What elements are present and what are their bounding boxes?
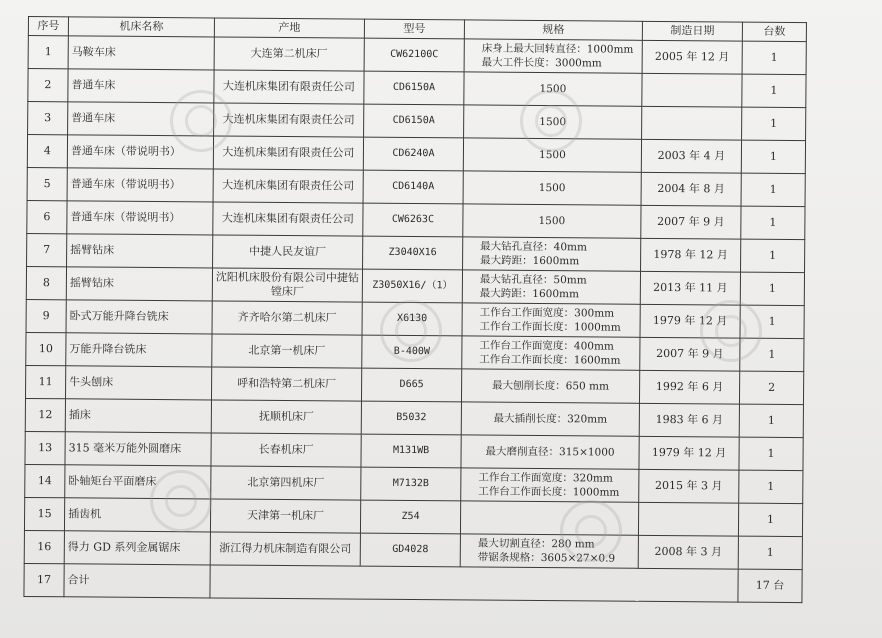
row-maker: 大连第二机床厂	[214, 37, 364, 71]
row-date: 2003 年 4 月	[641, 139, 741, 173]
row-maker: 大连机床集团有限责任公司	[213, 136, 363, 170]
row-maker: 中捷人民友谊厂	[213, 235, 363, 269]
row-no: 14	[25, 464, 65, 497]
row-spec	[463, 171, 641, 205]
spec-line: 1500	[539, 116, 567, 129]
row-name: 卧式万能升降台铣床	[66, 300, 212, 334]
header-model: 型号	[364, 19, 464, 39]
row-spec	[460, 534, 638, 568]
row-maker: 齐齐哈尔第二机床厂	[212, 301, 362, 335]
row-date	[638, 502, 738, 536]
row-date: 2013 年 11 月	[640, 271, 740, 305]
spec-line: 最大插削长度：320mm	[493, 412, 608, 426]
row-spec	[464, 72, 642, 106]
row-spec	[462, 270, 640, 304]
row-date: 2005 年 12 月	[642, 40, 742, 74]
row-maker: 北京第四机床厂	[211, 466, 361, 500]
row-qty: 1	[741, 173, 805, 207]
header-maker: 产地	[214, 18, 364, 38]
table-body	[24, 36, 806, 570]
row-date	[642, 106, 742, 140]
row-no: 8	[26, 266, 66, 299]
row-spec	[462, 303, 640, 337]
row-spec	[463, 237, 641, 271]
row-spec	[461, 435, 639, 469]
row-maker: 长春机床厂	[211, 433, 361, 467]
spec-line: 带锯条规格：3605×27×0.9	[477, 551, 616, 565]
row-no: 11	[25, 365, 65, 398]
spec-line: 工作台工作面宽度：300mm	[479, 306, 615, 320]
row-date: 1979 年 12 月	[639, 436, 739, 470]
row-no: 6	[27, 200, 67, 233]
header-spec: 规格	[464, 20, 642, 40]
total-qty: 17 台	[738, 569, 802, 603]
row-qty: 1	[738, 536, 802, 570]
spec-line: 最大钻孔直径：40mm	[480, 240, 588, 254]
row-name: 得力 GD 系列金属锯床	[64, 531, 210, 565]
row-qty: 1	[739, 404, 803, 438]
spec-line: 工作台工作面长度：1600mm	[479, 353, 621, 367]
row-spec	[462, 336, 640, 370]
row-qty: 1	[741, 239, 805, 273]
row-spec	[461, 402, 639, 436]
row-maker: 大连机床集团有限责任公司	[214, 103, 364, 137]
row-name: 普通车床（带说明书）	[67, 135, 213, 169]
header-no: 序号	[28, 17, 68, 36]
header-qty: 台数	[742, 22, 806, 42]
row-model: CD6150A	[364, 104, 464, 138]
row-qty: 1	[740, 338, 804, 372]
row-model: CD6240A	[363, 137, 463, 171]
row-maker: 大连机床集团有限责任公司	[213, 202, 363, 236]
row-no: 2	[28, 69, 68, 102]
row-no: 9	[26, 299, 66, 332]
row-model: CW6263C	[363, 203, 463, 237]
row-date: 1979 年 12 月	[640, 304, 740, 338]
row-maker: 浙江得力机床制造有限公司	[210, 532, 360, 566]
row-no: 12	[25, 398, 65, 431]
spec-line: 1500	[539, 149, 566, 162]
total-no: 17	[24, 563, 64, 596]
spec-line: 工作台工作面宽度：320mm	[478, 471, 613, 485]
header-name: 机床名称	[68, 17, 214, 37]
row-model: Z54	[360, 500, 460, 534]
row-name: 普通车床（带说明书）	[67, 168, 213, 202]
row-qty: 1	[742, 41, 806, 75]
row-spec	[461, 468, 639, 502]
row-name: 普通车床	[68, 69, 214, 103]
spec-line: 1500	[539, 83, 567, 96]
row-spec	[464, 105, 642, 139]
row-qty: 1	[742, 107, 806, 141]
row-name: 插床	[65, 399, 211, 433]
header-date: 制造日期	[642, 21, 742, 41]
spec-line: 1500	[538, 182, 566, 195]
row-maker: 抚顺机床厂	[211, 400, 361, 434]
row-qty: 1	[739, 470, 803, 504]
row-date: 1983 年 6 月	[639, 403, 739, 437]
row-name: 卧轴矩台平面磨床	[65, 465, 211, 499]
spec-line: 最大跨距：1600mm	[479, 287, 580, 301]
row-date: 2007 年 9 月	[640, 337, 740, 371]
total-row	[24, 563, 802, 602]
row-model: M131WB	[361, 434, 461, 468]
row-no: 16	[24, 530, 64, 563]
row-model: D665	[361, 368, 461, 402]
row-maker: 大连机床集团有限责任公司	[213, 169, 363, 203]
row-model: X6130	[362, 302, 462, 336]
spec-line: 最大跨距：1600mm	[480, 254, 580, 268]
row-date: 2007 年 9 月	[641, 205, 741, 239]
row-no: 3	[28, 102, 68, 135]
row-maker: 沈阳机床股份有限公司中捷钻镗床厂	[212, 268, 362, 302]
row-date: 1992 年 6 月	[639, 370, 739, 404]
row-model: CD6150A	[364, 71, 464, 105]
row-model: M7132B	[361, 467, 461, 501]
row-spec	[463, 204, 641, 238]
row-name: 摇臂钻床	[67, 234, 213, 268]
total-empty	[210, 565, 738, 602]
row-no: 5	[27, 167, 67, 200]
row-date: 2008 年 3 月	[638, 535, 738, 569]
spec-line: 工作台工作面长度：1000mm	[479, 320, 621, 334]
row-name: 牛头刨床	[65, 366, 211, 400]
row-spec	[463, 138, 641, 172]
row-no: 7	[27, 233, 67, 266]
row-qty: 1	[738, 503, 802, 537]
row-name: 马鞍车床	[68, 36, 214, 70]
row-name: 万能升降台铣床	[66, 333, 212, 367]
row-no: 13	[25, 431, 65, 464]
row-spec	[461, 369, 639, 403]
row-qty: 1	[741, 206, 805, 240]
spec-line: 工作台工作面宽度：400mm	[479, 339, 614, 353]
row-qty: 2	[739, 371, 803, 405]
row-name: 摇臂钻床	[66, 267, 212, 301]
spec-line: 最大磨削直径：315×1000	[485, 445, 615, 459]
total-label: 合计	[64, 564, 210, 598]
spec-line: 床身上最大回转直径：1000mm	[481, 42, 634, 56]
row-date	[642, 73, 742, 107]
row-maker: 天津第一机床厂	[210, 499, 360, 533]
row-model: CW62100C	[364, 38, 464, 72]
spec-line: 工作台工作面长度：1000mm	[478, 485, 620, 499]
row-model: B5032	[361, 401, 461, 435]
row-model: B-400W	[362, 335, 462, 369]
row-date: 1978 年 12 月	[641, 238, 741, 272]
row-maker: 大连机床集团有限责任公司	[214, 70, 364, 104]
row-spec	[464, 39, 642, 73]
row-name: 普通车床	[68, 102, 214, 136]
row-no: 15	[24, 497, 64, 530]
row-model: Z3040X16	[363, 236, 463, 270]
row-qty: 1	[742, 74, 806, 108]
spec-line: 最大切割直径：280 mm	[477, 537, 595, 551]
row-date: 2004 年 8 月	[641, 172, 741, 206]
row-model: GD4028	[360, 533, 460, 567]
table-footer	[24, 563, 802, 602]
row-name: 插齿机	[64, 498, 210, 532]
spec-line: 最大钻孔直径：50mm	[479, 273, 587, 287]
row-qty: 1	[741, 140, 805, 174]
row-no: 4	[27, 135, 67, 168]
row-name: 315 毫米万能外圆磨床	[65, 432, 211, 466]
row-model: CD6140A	[363, 170, 463, 204]
spec-line: 最大工件长度：3000mm	[481, 56, 602, 70]
row-qty: 1	[739, 437, 803, 471]
row-date: 2015 年 3 月	[639, 469, 739, 503]
row-maker: 北京第一机床厂	[212, 334, 362, 368]
spec-line: 最大刨削长度：650 mm	[492, 379, 610, 393]
row-qty: 1	[740, 305, 804, 339]
row-no: 10	[26, 332, 66, 365]
row-model: Z3050X16/（1）	[362, 269, 462, 303]
row-qty: 1	[740, 272, 804, 306]
machine-inventory-table	[23, 16, 807, 603]
row-no: 1	[28, 36, 68, 69]
row-maker: 呼和浩特第二机床厂	[211, 367, 361, 401]
row-name: 普通车床（带说明书）	[67, 201, 213, 235]
row-spec	[460, 501, 638, 535]
spec-line: 1500	[538, 215, 566, 228]
